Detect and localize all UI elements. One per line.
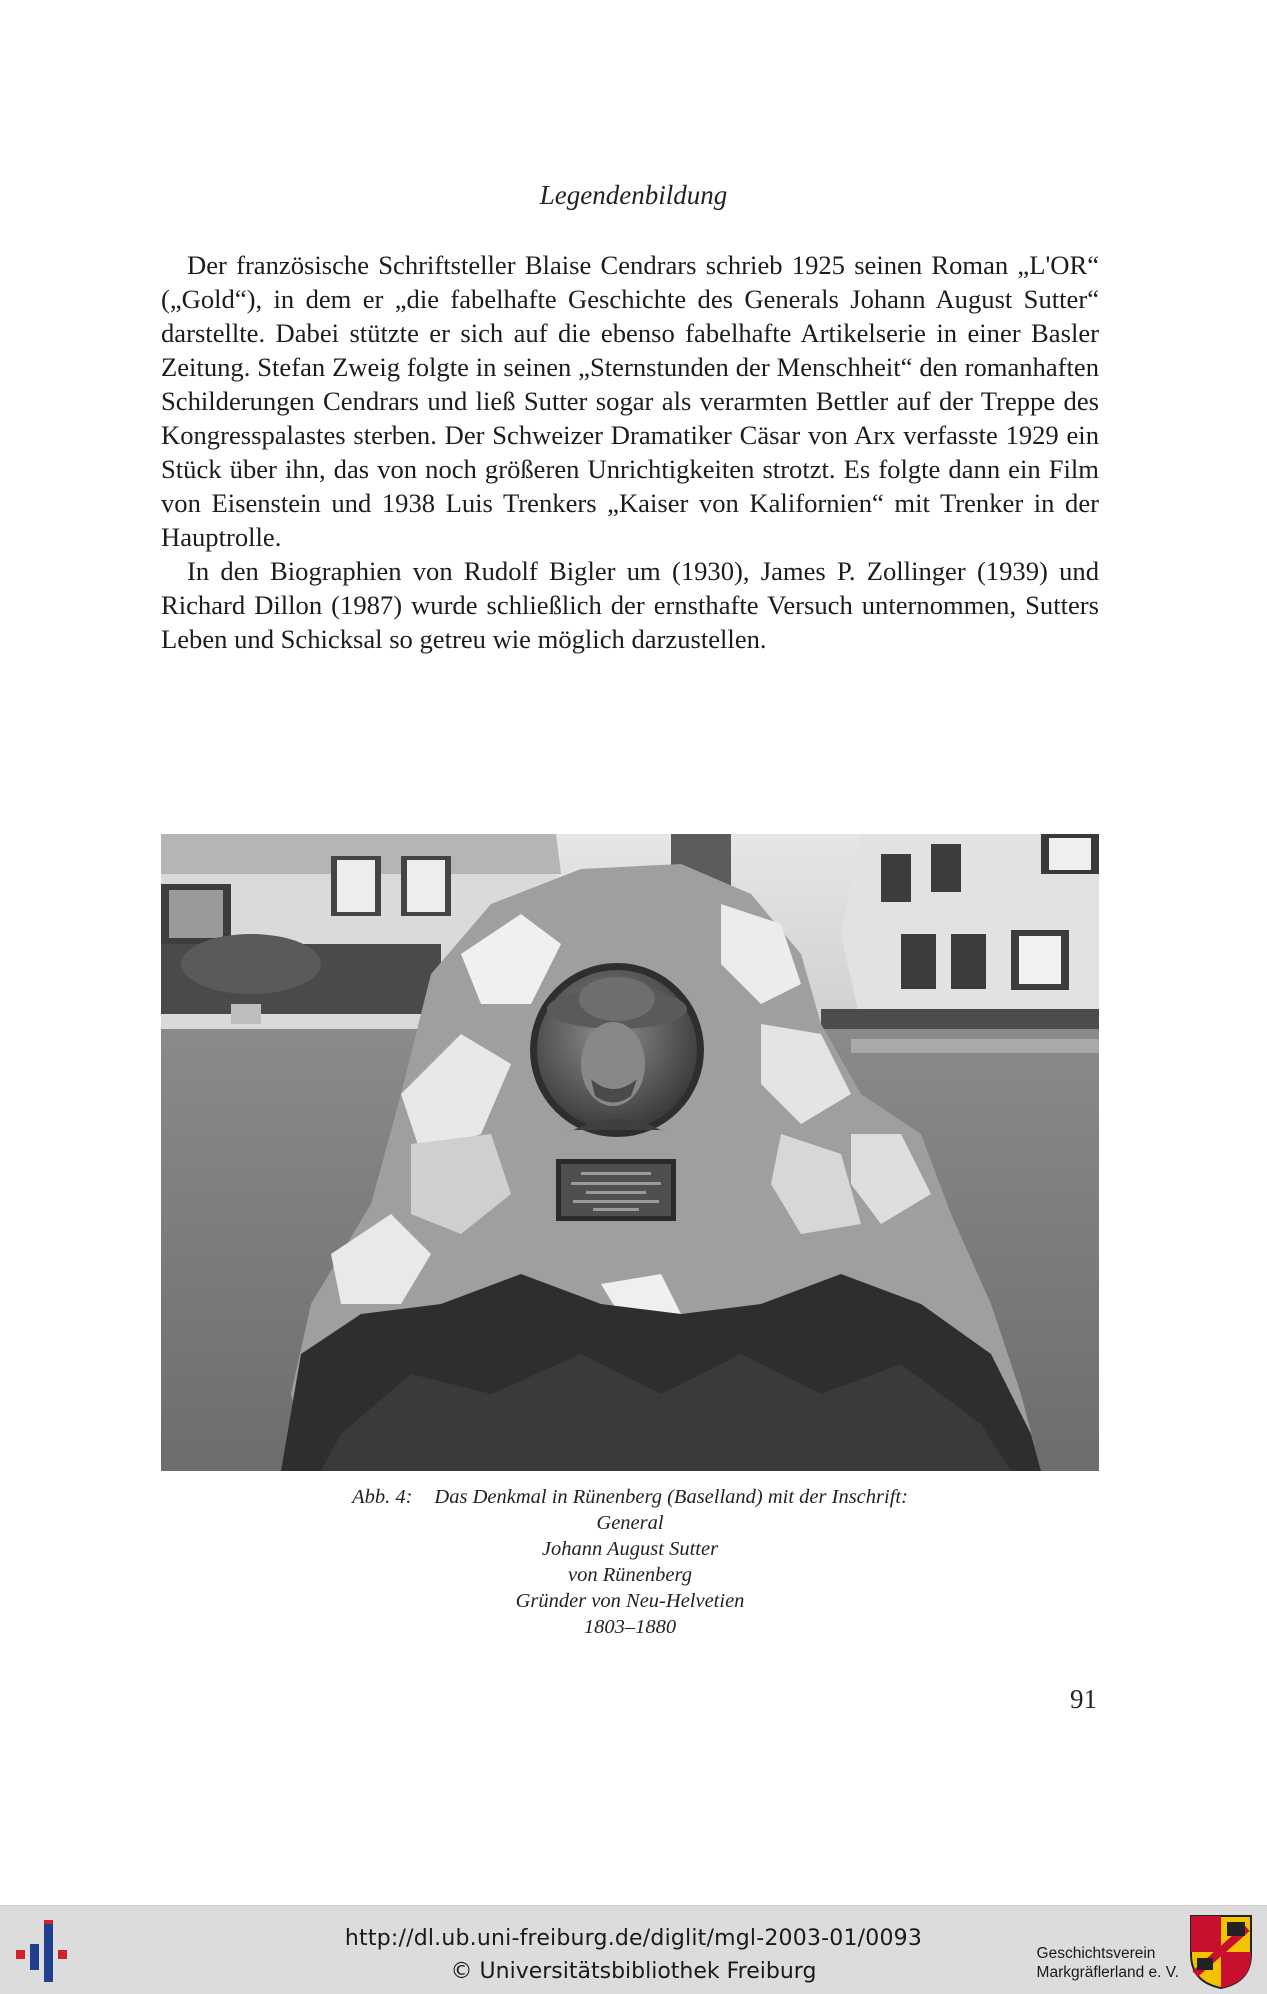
page-number: 91: [1070, 1684, 1097, 1714]
figure-caption: [161, 1484, 1099, 1640]
caption-intro: Das Denkmal in Rünenberg (Baselland) mit der Inschrift:: [434, 1486, 908, 1508]
inscription-line: Johann August Sutter: [541, 1538, 719, 1560]
body-text: [161, 248, 1099, 656]
running-head: Legendenbildung: [539, 180, 728, 210]
footer-bar: [0, 1905, 1267, 1994]
figure-label: Abb. 4:: [352, 1486, 413, 1508]
paragraph-1: Der französische Schriftsteller Blaise Cendrars schrieb 1925 seinen Roman „L'OR“ („Gold“), in dem er „die fabelhafte Geschichte des Generals Johann August Sutter“ darstellte. Dabei stützte er sich auf die ebenso fabelhafte Artikelserie in einer Basler Zeitung. Stefan Zweig folgte in seinen „Sternstunden der Menschheit“ den romanhaften Schilderungen Cendrars und ließ Sutter sogar als verarmten Bettler auf der Treppe des Kongresspalastes sterben. Der Schweizer Dramatiker Cäsar von Arx verfasste 1929 ein Stück über ihn, das von noch größeren Unrichtigkeiten strotzt. Es folgte dann ein Film von Eisenstein und 1938 Luis Trenkers „Kaiser von Kalifornien“ mit Trenker in der Hauptrolle.: [161, 250, 1099, 552]
society-crest-icon: [1189, 1914, 1253, 1990]
inscription-line: Gründer von Neu-Helvetien: [515, 1590, 745, 1612]
caption-first-line: [161, 1484, 1099, 1510]
footer-url-link[interactable]: http://dl.ub.uni-freiburg.de/diglit/mgl-2003-01/0093: [344, 1926, 923, 1951]
inscription-line: von Rünenberg: [568, 1564, 692, 1586]
inscription-line: General: [596, 1512, 664, 1534]
society-line-2: Markgräflerland e. V.: [1036, 1964, 1179, 1981]
society-line-1: Geschichtsverein: [1036, 1945, 1156, 1962]
monument-photo: [161, 834, 1099, 1471]
footer-copyright: © Universitätsbibliothek Freiburg: [450, 1959, 817, 1984]
footer-society-name: [1037, 1944, 1179, 1982]
paragraph-2: In den Biographien von Rudolf Bigler um (1930), James P. Zollinger (1939) und Richard Dillon (1987) wurde schließlich der ernsthafte Versuch unternommen, Sutters Leben und Schicksal so getreu wie möglich darzustellen.: [161, 556, 1099, 654]
inscription-line: 1803–1880: [583, 1616, 677, 1638]
